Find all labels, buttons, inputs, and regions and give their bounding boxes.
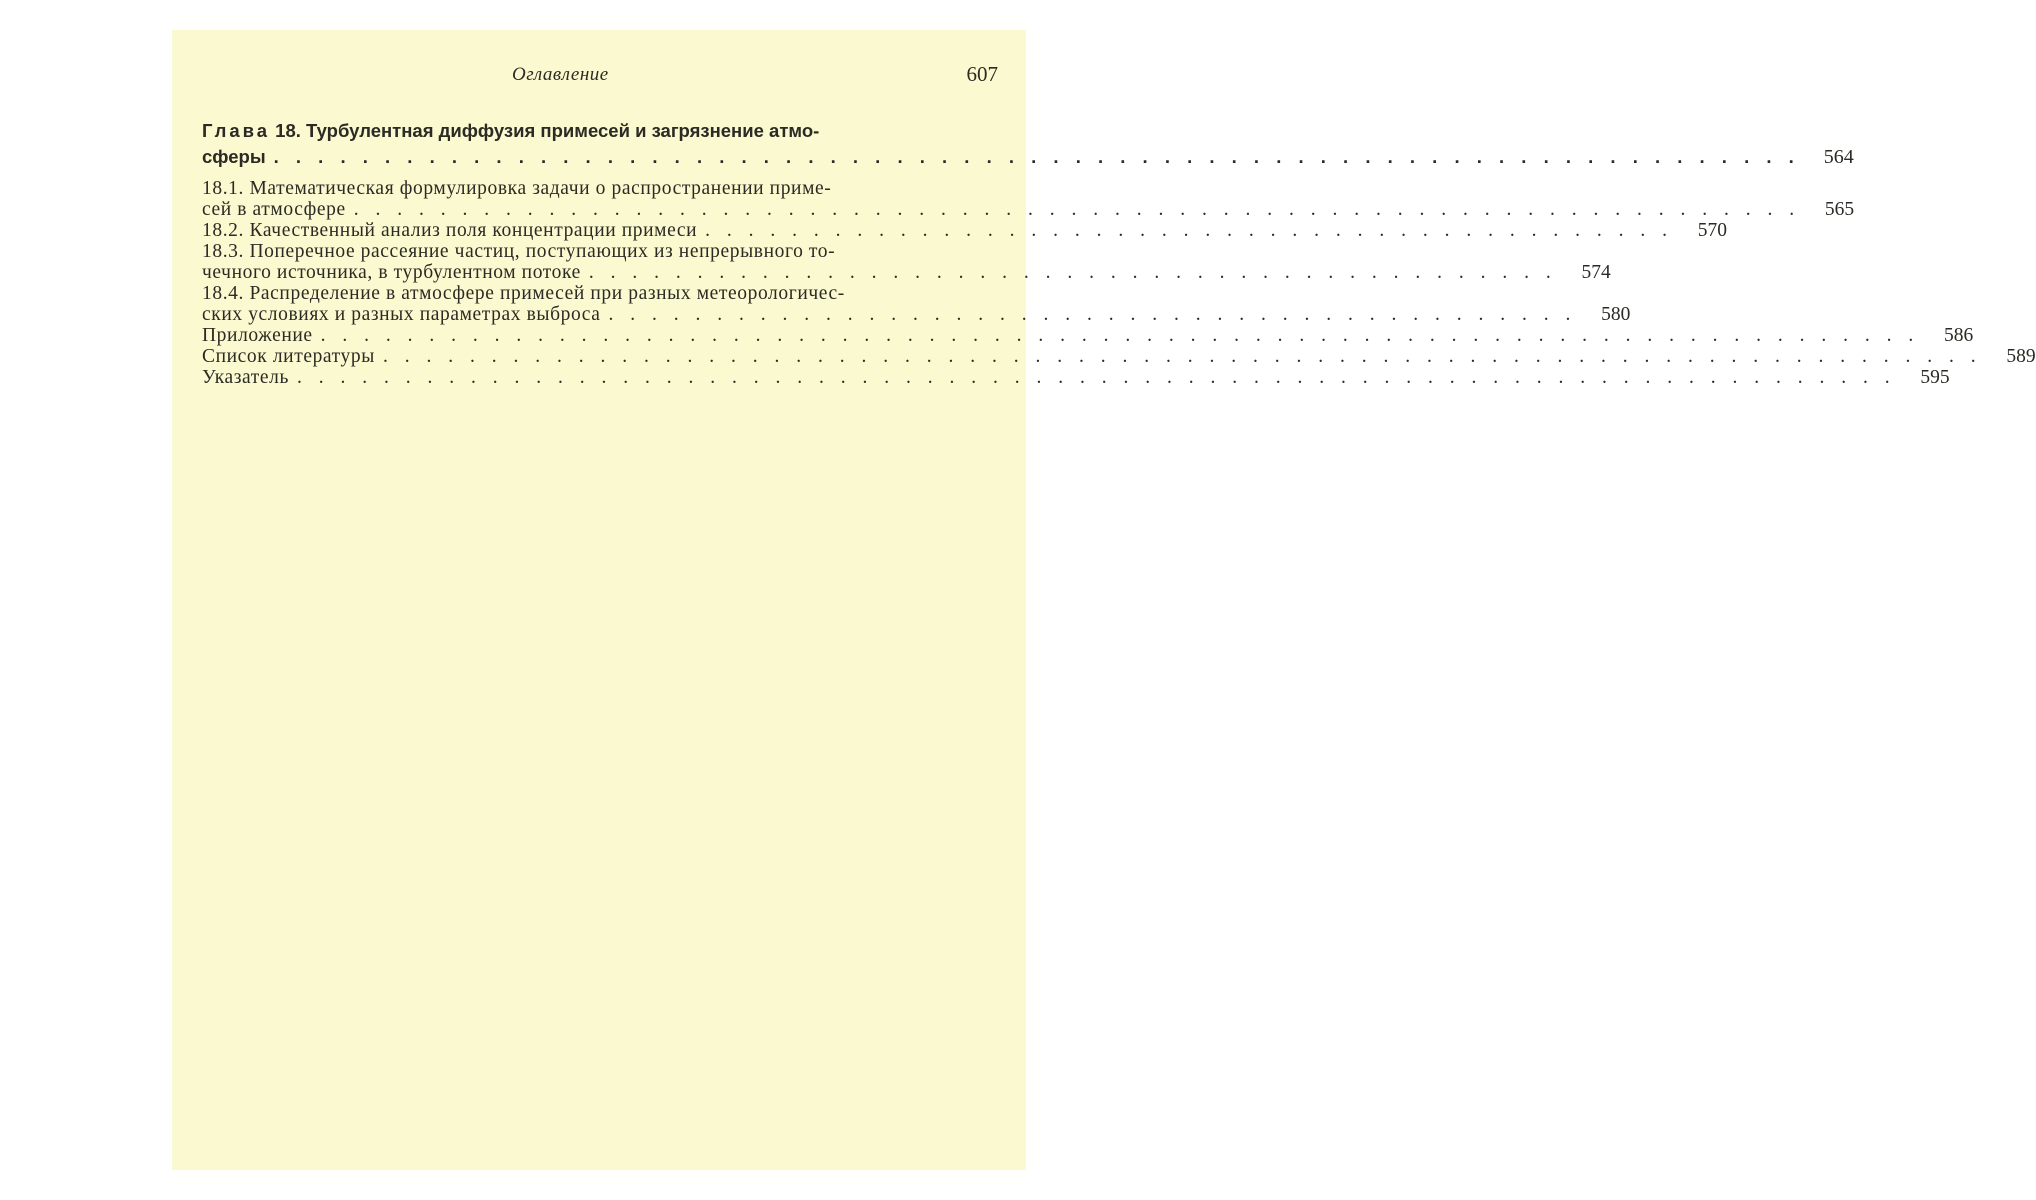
chapter-prefix: Глава <box>202 120 271 141</box>
entry-line-1: 18.4. Распределение в атмосфере примесей при разных метеорологичес- <box>202 283 845 304</box>
entry-title: Список литературы <box>202 346 375 367</box>
toc-chapter-entry <box>202 118 1854 170</box>
dot-leader: . . . . . . . . . . . . . . . . . . . . . . . . . . . . . . . . . . . . . . . . . . . . . . . . . . . . . . . . . . . . . . . . . . . <box>353 199 1801 220</box>
dot-leader: . . . . . . . . . . . . . . . . . . . . . . . . . . . . . . . . . . . . . . . . . . . . . <box>608 304 1577 325</box>
entry-line-2 <box>202 262 1611 283</box>
book-page <box>172 30 2036 1170</box>
header-page-number: 607 <box>966 62 998 86</box>
dot-leader: . . . . . . . . . . . . . . . . . . . . . . . . . . . . . . . . . . . . . . . . . . . . . <box>705 220 1674 241</box>
chapter-page-number: 564 <box>1823 146 1854 168</box>
entry-line-1: 18.3. Поперечное рассеяние частиц, поступающих из непрерывного то- <box>202 241 836 262</box>
entry-page-number: 589 <box>2006 346 2036 367</box>
entry-page-number: 586 <box>1944 325 1974 346</box>
entry-title: Приложение <box>202 325 313 346</box>
toc-entry <box>202 283 1631 325</box>
entry-page-number: 570 <box>1697 220 1728 241</box>
chapter-line-2 <box>202 144 1854 170</box>
chapter-line-1 <box>202 118 998 144</box>
toc-entry <box>202 220 1728 241</box>
dot-leader: . . . . . . . . . . . . . . . . . . . . . . . . . . . . . . . . . . . . . . . . . . . . . <box>588 262 1557 283</box>
toc-entry <box>202 346 2036 367</box>
entry-line-1 <box>202 220 1728 241</box>
dot-leader: . . . . . . . . . . . . . . . . . . . . . . . . . . . . . . . . . . . . . . . . . . . . . . . . . . . . . . . . . . . . . . . . . . . . . <box>273 146 1800 167</box>
entry-title-continued: ских условиях и разных параметрах выброса <box>202 304 601 325</box>
dot-leader: . . . . . . . . . . . . . . . . . . . . . . . . . . . . . . . . . . . . . . . . . . . . . . . . . . . . . . . . . . . . . . . . . . . . . . . . . . <box>320 325 1920 346</box>
entry-page-number: 595 <box>1920 367 1950 388</box>
header-title: Оглавление <box>512 64 609 85</box>
entry-title-continued: чечного источника, в турбулентном потоке <box>202 262 581 283</box>
entry-line-1 <box>202 325 1974 346</box>
entry-page-number: 565 <box>1824 199 1855 220</box>
table-of-contents <box>202 118 2036 388</box>
entry-line-2 <box>202 304 1631 325</box>
entry-line-1 <box>202 367 1950 388</box>
toc-entry <box>202 178 1855 220</box>
chapter-title-continued: сферы <box>202 146 266 167</box>
running-header <box>172 30 1026 110</box>
entry-line-1 <box>202 346 2036 367</box>
entry-title: 18.2. Качественный анализ поля концентрации примеси <box>202 220 698 241</box>
entry-line-2 <box>202 199 1855 220</box>
toc-entry <box>202 325 1974 346</box>
entry-title: Указатель <box>202 367 289 388</box>
entry-page-number: 574 <box>1581 262 1611 283</box>
entry-title-continued: сей в атмосфере <box>202 199 346 220</box>
toc-entry <box>202 367 1950 388</box>
dot-leader: . . . . . . . . . . . . . . . . . . . . . . . . . . . . . . . . . . . . . . . . . . . . . . . . . . . . . . . . . . . . . . . . . . . . . . . . . . <box>382 346 1982 367</box>
chapter-title: 18. Турбулентная диффузия примесей и загрязнение атмо- <box>270 120 820 141</box>
entry-page-number: 580 <box>1601 304 1631 325</box>
entry-line-1: 18.1. Математическая формулировка задачи о распространении приме- <box>202 178 832 199</box>
dot-leader: . . . . . . . . . . . . . . . . . . . . . . . . . . . . . . . . . . . . . . . . . . . . . . . . . . . . . . . . . . . . . . . . . . . . . . . . . . <box>296 367 1896 388</box>
toc-entry <box>202 241 1611 283</box>
